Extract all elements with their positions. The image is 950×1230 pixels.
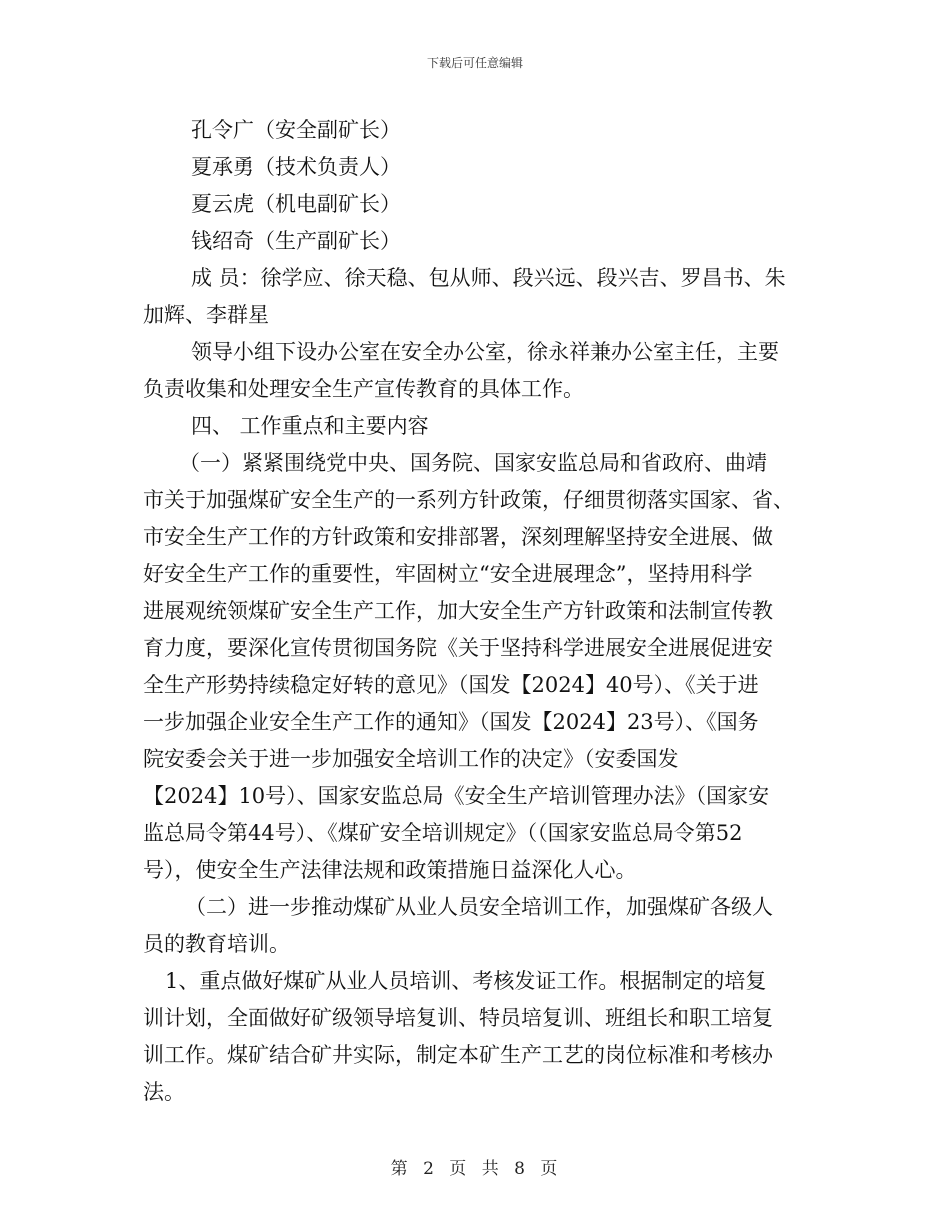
paragraph-line: 监总局令第44号）、《煤矿安全培训规定》（（国家安监总局令第52: [143, 821, 743, 845]
leader-line: 夏云虎（机电副矿长）: [191, 192, 401, 216]
paragraph-line: 领导小组下设办公室在安全办公室，徐永祥兼办公室主任，主要: [191, 340, 779, 364]
leader-line: 夏承勇（技术负责人）: [191, 155, 401, 179]
leader-line: 钱绍奇（生产副矿长）: [191, 229, 401, 253]
paragraph-line: 【2024】10号）、国家安监总局《安全生产培训管理办法》（国家安: [143, 784, 770, 808]
paragraph-line: （一）紧紧围绕党中央、国务院、国家安监总局和省政府、曲靖: [179, 451, 767, 475]
paragraph-line: 好安全生产工作的重要性，牢固树立“安全进展理念”，坚持用科学: [143, 562, 753, 586]
paragraph-line: 育力度，要深化宣传贯彻国务院《关于坚持科学进展安全进展促进安: [143, 636, 773, 660]
paragraph-line: 一步加强企业安全生产工作的通知》（国发【2024】23号）、《国务: [143, 710, 759, 734]
paragraph-line: 号），使安全生产法律法规和政策措施日益深化人心。: [143, 858, 637, 882]
paragraph-line: 进展观统领煤矿安全生产工作，加大安全生产方针政策和法制宣传教: [143, 599, 773, 623]
paragraph-line: 法。: [143, 1080, 185, 1104]
paragraph-line: 市关于加强煤矿安全生产的一系列方针政策，仔细贯彻落实国家、省、: [143, 488, 794, 512]
paragraph-line: 训工作。煤矿结合矿井实际，制定本矿生产工艺的岗位标准和考核办: [143, 1043, 773, 1067]
members-line: 成 员：徐学应、徐天稳、包从师、段兴远、段兴吉、罗昌书、朱: [191, 266, 786, 290]
paragraph-line: 负责收集和处理安全生产宣传教育的具体工作。: [143, 377, 584, 401]
paragraph-line: 训计划，全面做好矿级领导培复训、特员培复训、班组长和职工培复: [143, 1006, 773, 1030]
paragraph-line: 1、重点做好煤矿从业人员培训、考核发证工作。根据制定的培复: [165, 969, 767, 993]
page-footer: 第 2 页 共 8 页: [390, 1159, 560, 1179]
paragraph-line: 市安全生产工作的方针政策和安排部署，深刻理解坚持安全进展、做: [143, 525, 773, 549]
document-body: [143, 112, 815, 1111]
page-header: 下载后可任意编辑: [426, 56, 523, 70]
leader-line: 孔令广（安全副矿长）: [191, 118, 401, 142]
section-heading: 四、 工作重点和主要内容: [191, 414, 429, 438]
paragraph-line: 院安委会关于进一步加强安全培训工作的决定》（安委国发: [143, 747, 679, 771]
paragraph-line: 全生产形势持续稳定好转的意见》（国发【2024】40号）、《关于进: [143, 673, 759, 697]
paragraph-line: （二）进一步推动煤矿从业人员安全培训工作，加强煤矿各级人: [185, 895, 773, 919]
paragraph-line: 员的教育培训。: [143, 932, 290, 956]
members-line: 加辉、李群星: [143, 303, 269, 327]
